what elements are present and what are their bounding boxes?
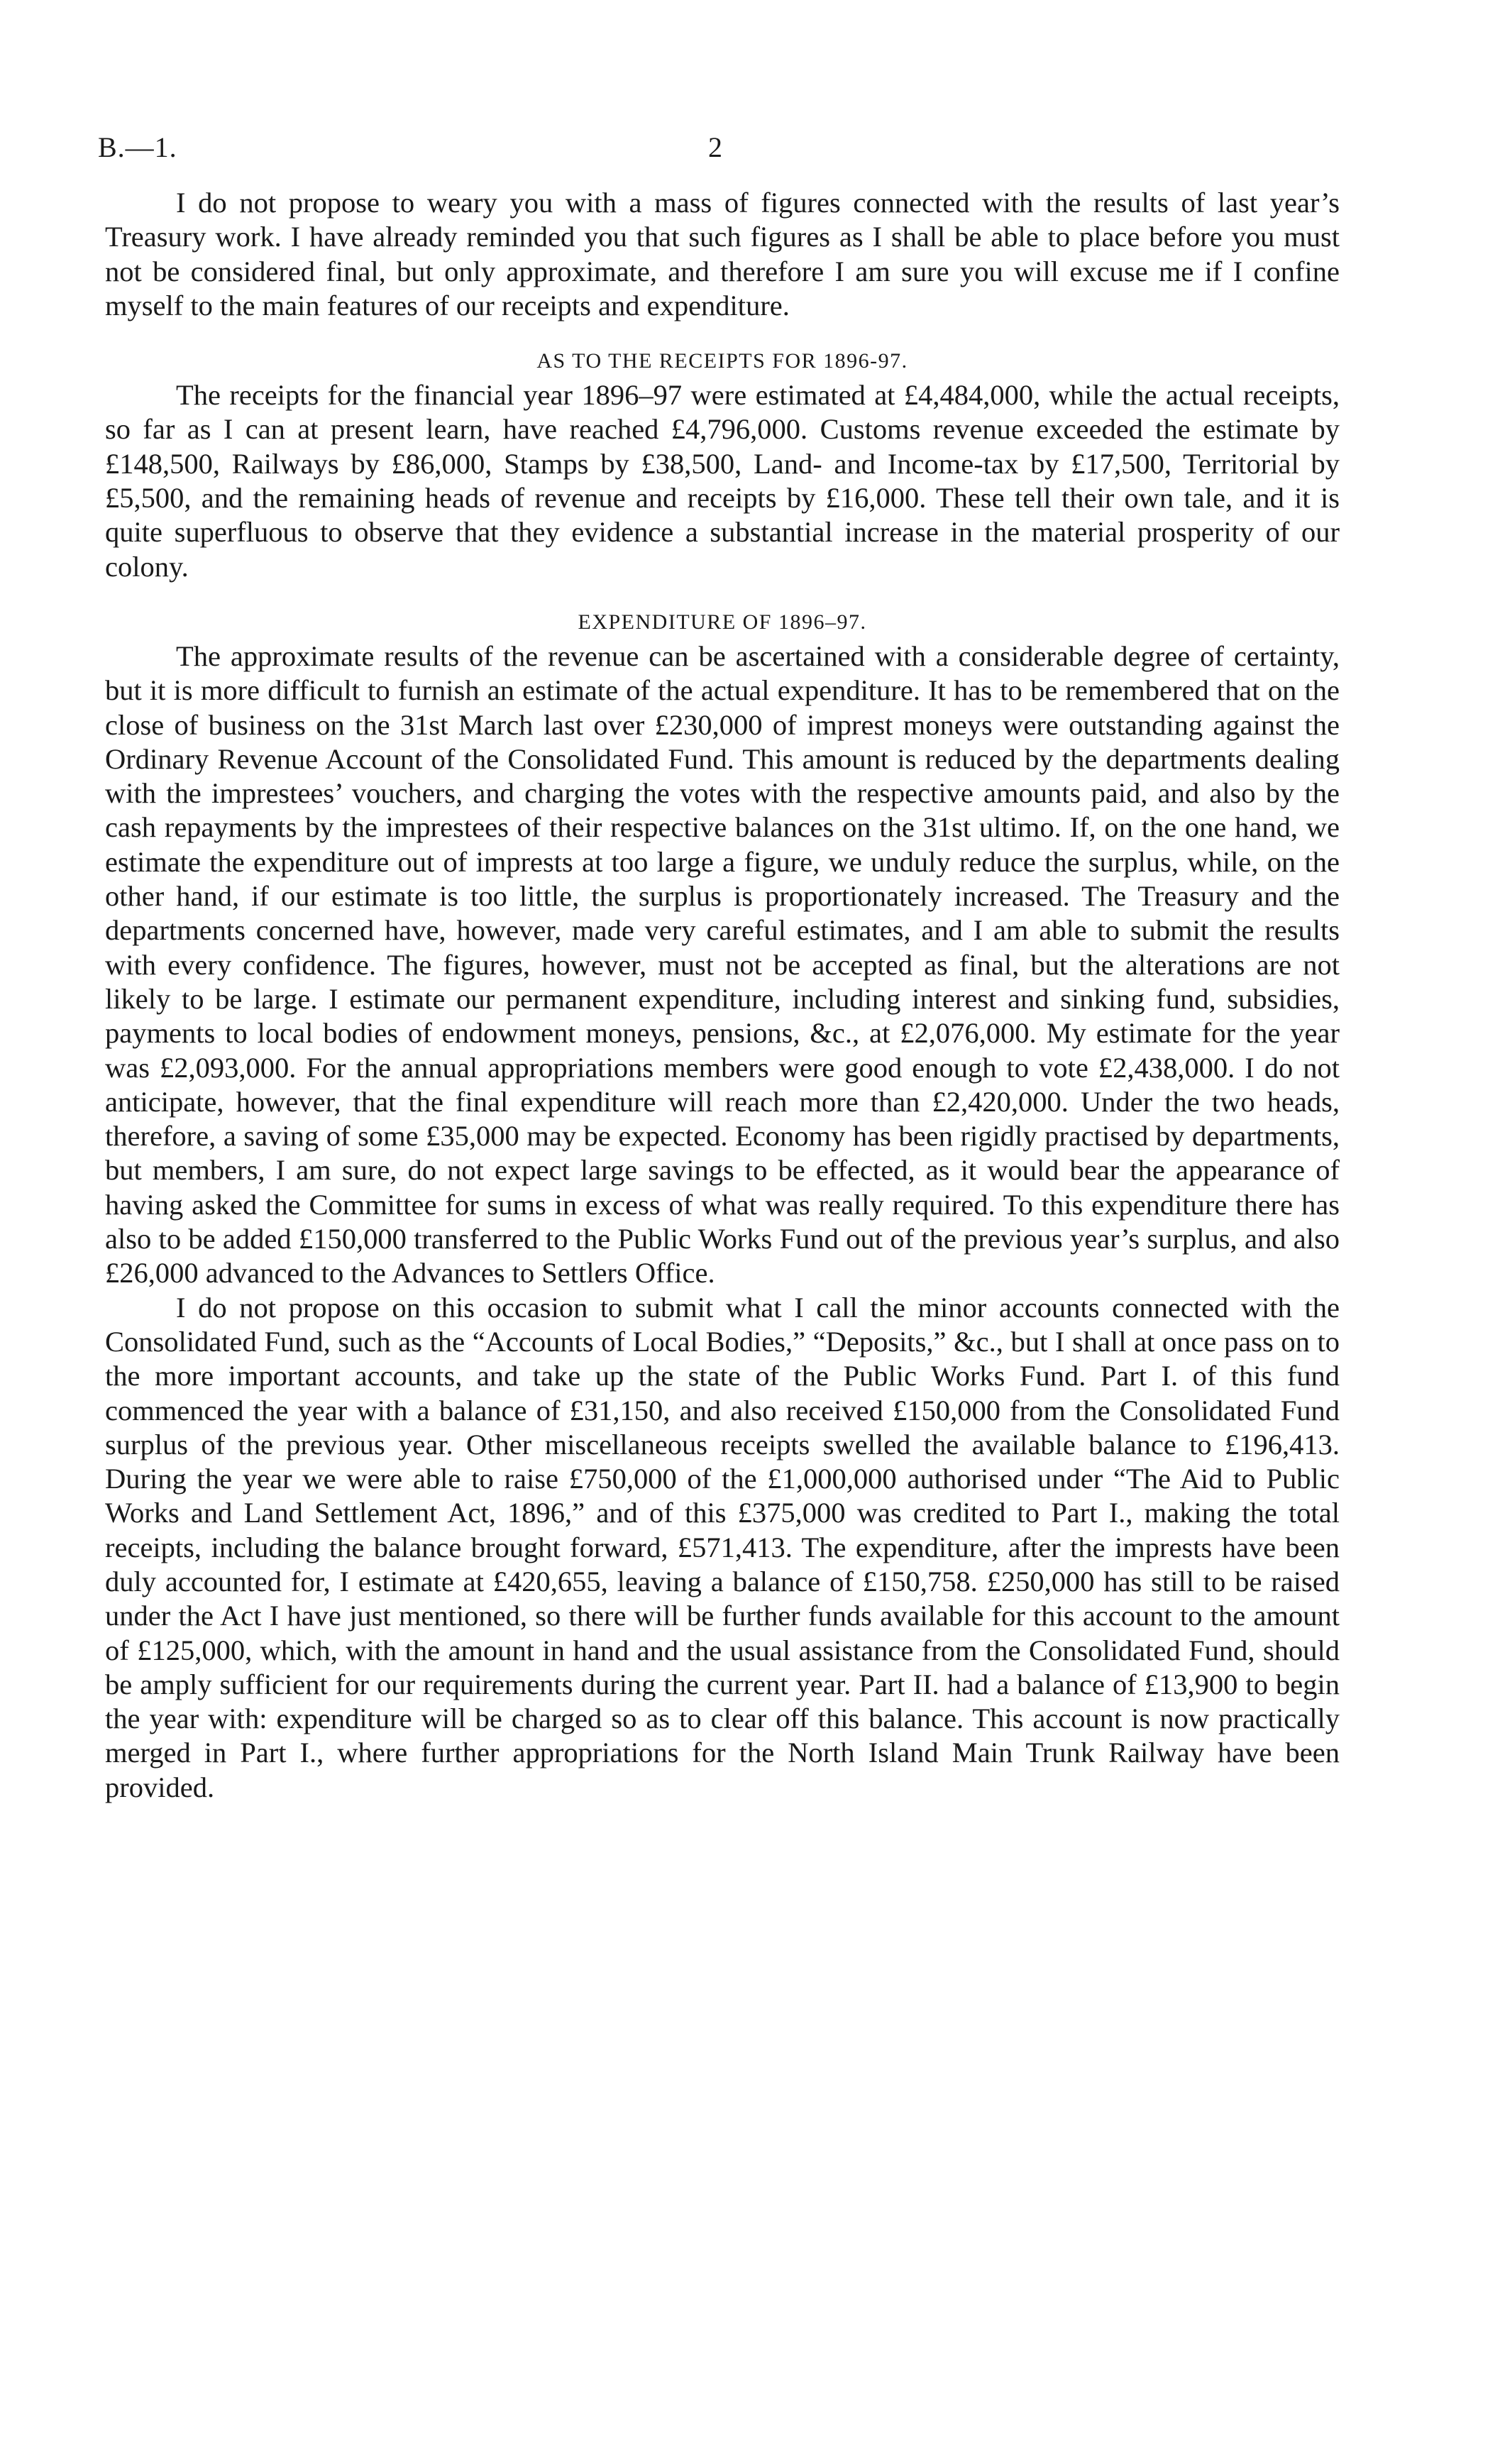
- body-text: [105, 186, 1340, 1805]
- receipts-heading: AS TO THE RECEIPTS FOR 1896-97.: [536, 349, 908, 373]
- expenditure-heading: EXPENDITURE OF 1896–97.: [578, 610, 867, 634]
- page-number: 2: [708, 131, 722, 163]
- document-reference: B.—1.: [98, 131, 177, 163]
- intro-paragraph: I do not propose to weary you with a mass of figures connected with the results of last year’s Treasury work. I have already reminded you that such figures as I shall be able to place before you must not be considered final, but only approximate, and therefore I am sure you will excuse me if I confine myself to the main features of our receipts and expenditure.: [105, 187, 1340, 321]
- expenditure-paragraph: The approximate results of the revenue can be ascertained with a considerable degree of certainty, but it is more difficult to furnish an estimate of the actual expenditure. It has to be remembered that on the close of business on the 31st March last over £230,000 of imprest moneys were outstanding against the Ordinary Revenue Account of the Consolidated Fund. This amount is reduced by the departments dealing with the imprestees’ vouchers, and charging the votes with the respective amounts paid, and also by the cash repayments by the imprestees of their respective balances on the 31st ultimo. If, on the one hand, we estimate the expenditure out of imprests at too large a figure, we unduly reduce the surplus, while, on the other hand, if our estimate is too little, the surplus is proportionately increased. The Treasury and the departments concerned have, however, made very careful estimates, and I am able to submit the results with every confidence. The figures, however, must not be accepted as final, but the alterations are not likely to be large. I estimate our permanent expenditure, including interest and sinking fund, subsidies, payments to local bodies of endowment moneys, pensions, &c., at £2,076,000. My estimate for the year was £2,093,000. For the annual appropriations members were good enough to vote £2,438,000. I do not anticipate, however, that the final expenditure will reach more than £2,420,000. Under the two heads, therefore, a saving of some £35,000 may be expected. Economy has been rigidly practised by departments, but members, I am sure, do not expect large savings to be effected, as it would bear the appearance of having asked the Committee for sums in excess of what was really required. To this expenditure there has also to be added £150,000 transferred to the Public Works Fund out of the previous year’s surplus, and also £26,000 advanced to the Advances to Settlers Office.: [105, 639, 1340, 1289]
- public-works-fund-paragraph: I do not propose on this occasion to submit what I call the minor accounts connected with the Consolidated Fund, such as the “Accounts of Local Bodies,” “Deposits,” &c., but I shall at once pass on to the more important accounts, and take up the state of the Public Works Fund. Part I. of this fund commenced the year with a balance of £31,150, and also received £150,000 from the Consolidated Fund surplus of the previous year. Other miscellaneous receipts swelled the available balance to £196,413. During the year we were able to raise £750,000 of the £1,000,000 authorised under “The Aid to Public Works and Land Settlement Act, 1896,” and of this £375,000 was credited to Part I., making the total receipts, including the balance brought forward, £571,413. The expenditure, after the imprests have been duly accounted for, I estimate at £420,655, leaving a balance of £150,758. £250,000 has still to be raised under the Act I have just mentioned, so there will be further funds available for this account to the amount of £125,000, which, with the amount in hand and the usual assistance from the Consolidated Fund, should be amply sufficient for our requirements during the current year. Part II. had a balance of £13,900 to begin the year with: expenditure will be charged so as to clear off this balance. This account is now practically merged in Part I., where further appropriations for the North Island Main Trunk Railway have been provided.: [105, 1291, 1340, 1803]
- receipts-paragraph: The receipts for the financial year 1896–97 were estimated at £4,484,000, while the actual receipts, so far as I can at present learn, have reached £4,796,000. Customs revenue exceeded the estimate by £148,500, Railways by £86,000, Stamps by £38,500, Land- and Income-tax by £17,500, Territorial by £5,500, and the remaining heads of revenue and receipts by £16,000. These tell their own tale, and it is quite superfluous to observe that they evidence a substantial increase in the material prosperity of our colony.: [105, 379, 1340, 583]
- running-head: [98, 126, 1425, 169]
